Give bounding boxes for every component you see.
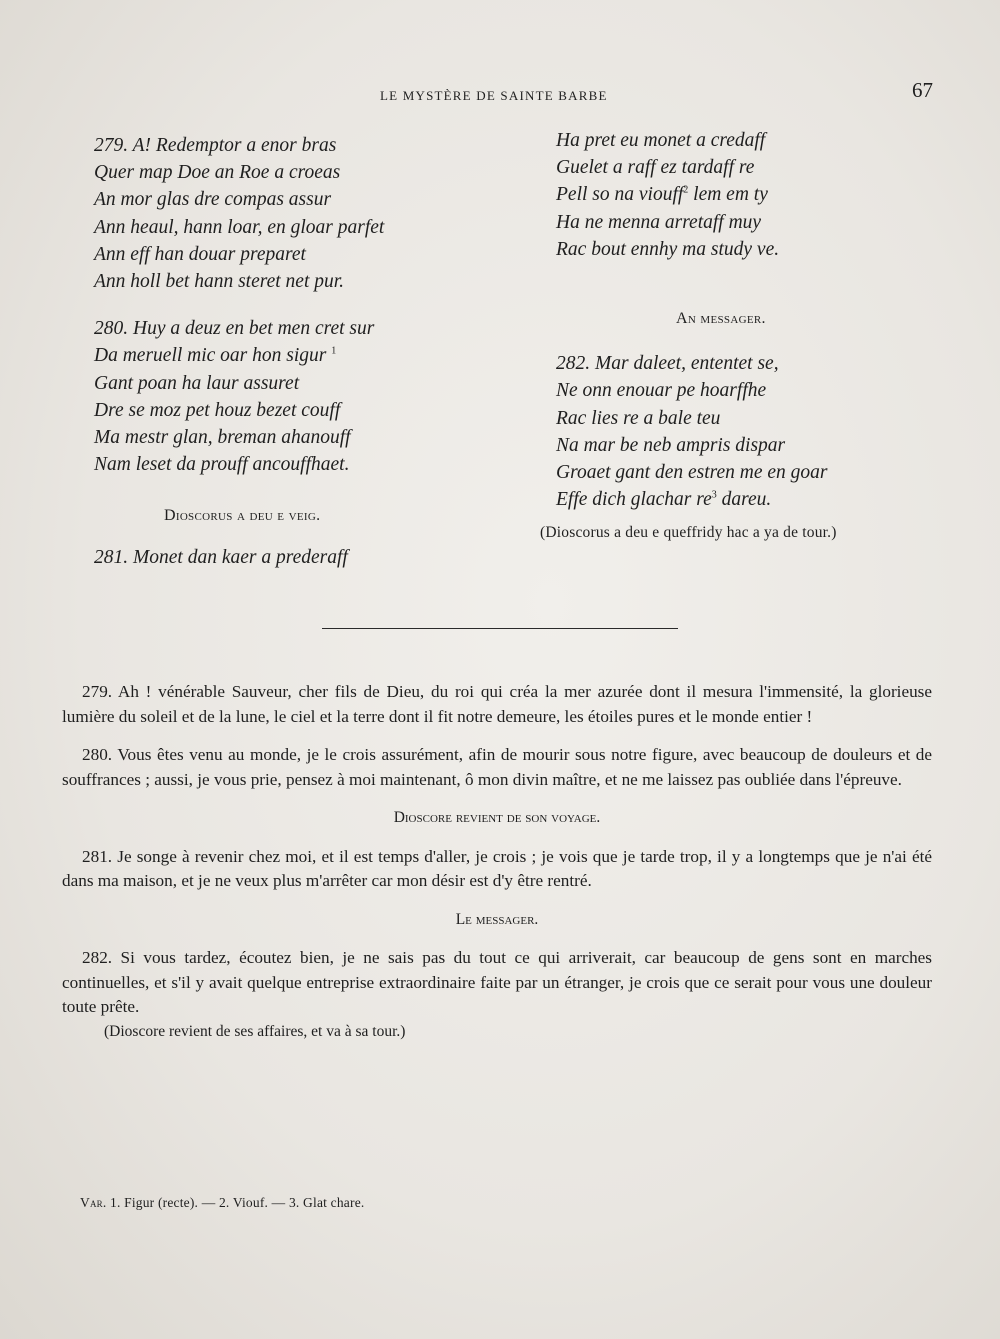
verse-line: Nam leset da prouff ancouffhaet. (94, 454, 350, 476)
translation-heading: Dioscore revient de son voyage. (393, 809, 601, 826)
verse-line-text: dareu. (716, 489, 772, 511)
stanza-281-start (94, 544, 494, 571)
translation-279: 279. Ah ! vénérable Sauveur, cher fils de Dieu, du roi qui créa la mer azurée dont il mesura l'immensité, la glorieuse lumière du soleil et de la lune, le ciel et la terre dont il fit notre demeure, les étoiles pures et le monde entier ! (62, 682, 932, 726)
verse-line-text: Effe dich glachar re (556, 489, 712, 511)
note-mark: 3 (711, 489, 717, 501)
translation-heading: Le messager. (455, 910, 539, 928)
verse-line: Na mar be neb ampris dispar (556, 434, 786, 456)
verse-line: Ha ne menna arretaff muy (556, 211, 762, 233)
verse-line: Rac bout ennhy ma study ve. (556, 238, 780, 260)
speaker-heading: An messager. (676, 310, 766, 328)
variant-footnote (80, 1195, 364, 1211)
stanza-279 (94, 132, 494, 295)
verse-line-text: Pell so na viouff (556, 184, 684, 206)
verse-line: Quer map Doe an Roe a croeas (94, 162, 341, 184)
verse-line: Ann heaul, hann loar, en gloar parfet (94, 216, 385, 238)
verse-line (556, 486, 976, 513)
verse-line: Ann holl bet hann steret net pur. (94, 271, 345, 293)
verse-line-text: lem em ty (688, 184, 768, 206)
note-mark: 1 (331, 345, 337, 357)
translation-282: 282. Si vous tardez, écoutez bien, je ne sais pas du tout ce qui arriverait, car beaucoup de gens sont en marches continuelles, et s'il y avait quelque entreprise extraordinaire faite par un étranger, je crois que ce serait pour vous une douleur toute prête. (62, 948, 932, 1016)
verse-line: Guelet a raff ez tardaff re (556, 157, 755, 179)
translation-block (62, 680, 932, 1044)
footnote-label: Var. (80, 1195, 107, 1210)
verse-line: 280. Huy a deuz en bet men cret sur (94, 318, 375, 340)
verse-line-text: Da meruell mic oar hon sigur (94, 345, 327, 367)
running-title: LE MYSTÈRE DE SAINTE BARBE (380, 88, 608, 103)
verse-line: 282. Mar daleet, ententet se, (556, 353, 779, 375)
speaker-heading: Dioscorus a deu e veig. (164, 507, 321, 525)
page-number: 67 (912, 78, 933, 102)
page-header (0, 78, 1000, 108)
verse-line: Gant poan ha laur assuret (94, 372, 300, 394)
section-divider (322, 628, 678, 629)
verse-line: Ann eff han douar preparet (94, 243, 306, 265)
verse-line: 281. Monet dan kaer a prederaff (94, 546, 348, 568)
note-mark: 2 (683, 184, 689, 196)
footnote-text: 1. Figur (recte). — 2. Viouf. — 3. Glat chare. (106, 1195, 365, 1210)
verse-line: 279. A! Redemptor a enor bras (94, 135, 337, 156)
verse-line: Dre se moz pet houz bezet couff (94, 399, 341, 421)
verse-line (94, 342, 494, 369)
verse-line (556, 181, 976, 208)
verse-line: Ha pret eu monet a credaff (556, 130, 766, 151)
verse-line: Groaet gant den estren me en goar (556, 462, 828, 484)
stanza-280 (94, 315, 494, 478)
stanza-282 (556, 350, 976, 513)
verse-column-left (94, 132, 494, 571)
translation-280: 280. Vous êtes venu au monde, je le crois assurément, afin de mourir sous notre figure, avec beaucoup de douleurs et de souffrances ; aussi, je vous prie, pensez à moi maintenant, ô mon divin maître, et ne me laissez pas oubliée dans l'épreuve. (62, 745, 932, 789)
verse-line: Ma mestr glan, breman ahanouff (94, 427, 351, 449)
verse-line: Rac lies re a bale teu (556, 407, 721, 429)
stanza-281-continued (556, 127, 976, 263)
stage-direction: (Dioscorus a deu e queffridy hac a ya de tour.) (540, 524, 837, 542)
verse-line: An mor glas dre compas assur (94, 189, 332, 211)
verse-line: Ne onn enouar pe hoarffhe (556, 380, 767, 402)
translation-stage-note: (Dioscore revient de ses affaires, et va à sa tour.) (104, 1022, 406, 1040)
translation-281: 281. Je songe à revenir chez moi, et il est temps d'aller, je crois ; je vois que je tarde trop, il y a longtemps que je n'ai été dans ma maison, et je ne veux plus m'arrêter car mon désir est d'y être rentré. (62, 846, 932, 890)
verse-column-right (540, 127, 976, 547)
